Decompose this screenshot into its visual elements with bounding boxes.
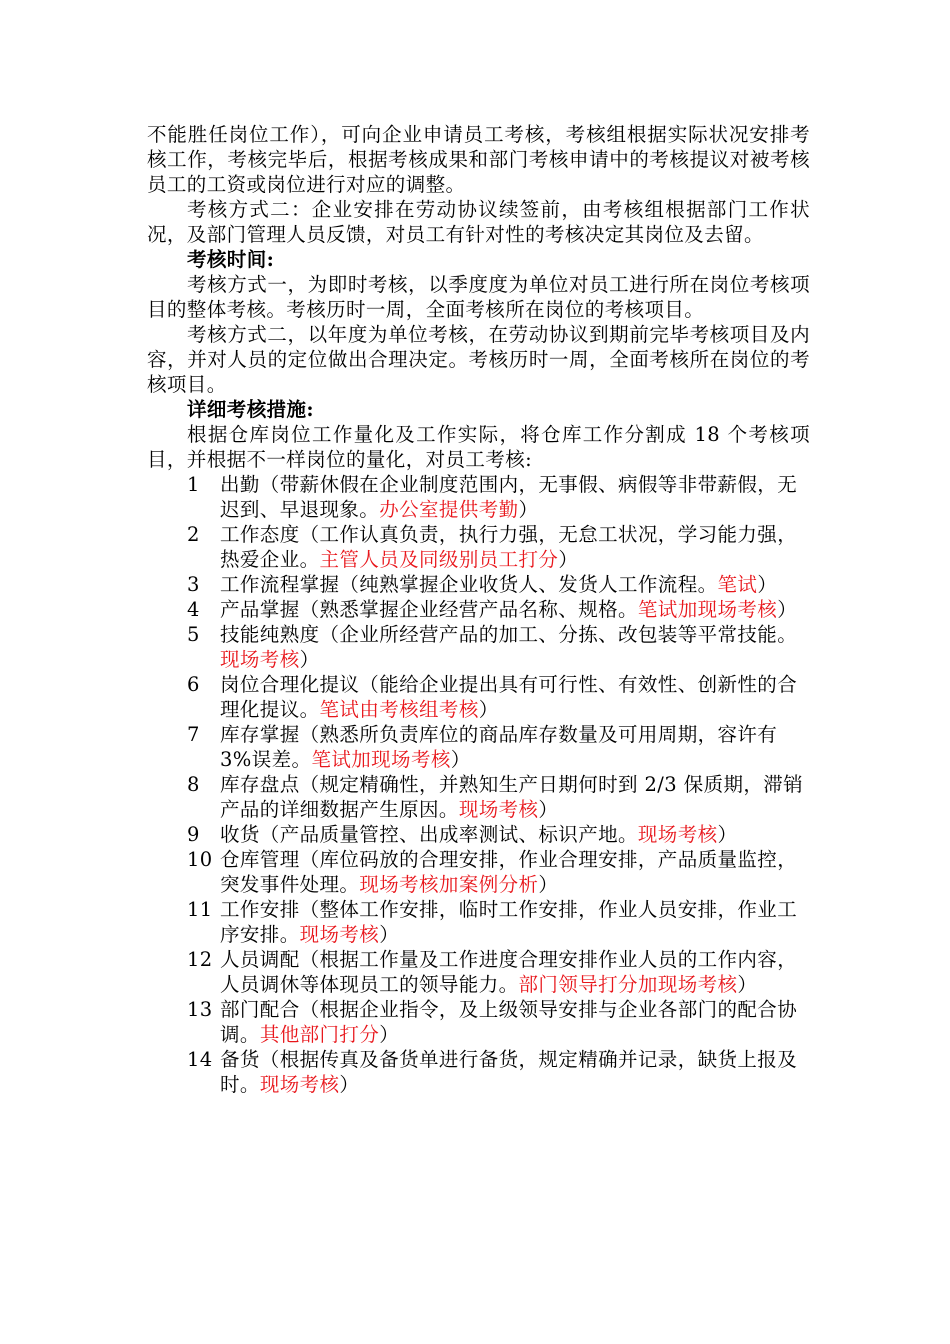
paragraph-time-method-two: 考核方式二，以年度为单位考核，在劳动协议到期前完毕考核项目及内容，并对人员的定位做出合理决定。考核历时一周，全面考核所在岗位的考核项目。 [147,323,810,396]
list-item [147,522,810,572]
item-text: 技能纯熟度（企业所经营产品的加工、分拣、改包装等平常技能。 [220,623,798,646]
list-item [147,822,810,847]
item-number: 14 [187,1048,213,1071]
item-close: ） [538,798,559,821]
item-close: ） [737,973,758,996]
item-method: 现场考核 [220,648,300,671]
item-method: 笔试 [717,573,758,596]
item-method: 笔试加现场考核 [311,748,451,771]
document-body [147,122,810,1097]
item-number: 3 [187,573,200,596]
item-number: 12 [187,948,213,971]
list-item [147,1047,810,1097]
item-number: 4 [187,598,200,621]
item-text: 收货（产品质量管控、出成率测试、标识产地。 [220,823,638,846]
list-item [147,847,810,897]
paragraph-continuation: 不能胜任岗位工作），可向企业申请员工考核，考核组根据实际状况安排考核工作，考核完毕后，根据考核成果和部门考核申请中的考核提议对被考核员工的工资或岗位进行对应的调整。 [147,123,810,196]
item-close: ） [518,498,539,521]
item-number: 6 [187,673,200,696]
item-close: ） [478,698,499,721]
list-item [147,997,810,1047]
item-method: 部门领导打分加现场考核 [518,973,738,996]
list-item [147,897,810,947]
item-close: ） [558,548,579,571]
paragraph-method-two: 考核方式二：企业安排在劳动协议续签前，由考核组根据部门工作状况，及部门管理人员反馈，对员工有针对性的考核决定其岗位及去留。 [147,198,810,246]
item-text: 岗位合理化提议（能给企业提出具有可行性、有效性、创新性的合理化提议。 [220,673,798,721]
list-item [147,622,810,672]
item-method: 笔试由考核组考核 [319,698,479,721]
item-close: ） [299,648,320,671]
item-method: 现场考核加案例分析 [359,873,539,896]
item-method: 现场考核 [299,923,380,946]
item-close: ） [339,1073,360,1096]
item-text: 备货（根据传真及备货单进行备货，规定精确并记录，缺货上报及时。 [220,1048,798,1096]
item-text: 仓库管理（库位码放的合理安排，作业合理安排，产品质量监控，突发事件处理。 [220,848,798,896]
item-number: 9 [187,823,200,846]
list-item [147,947,810,997]
item-close: ） [379,923,400,946]
item-text: 库存盘点（规定精确性，并熟知生产日期何时到 2/3 保质期，滞销产品的详细数据产生原因。 [220,773,804,821]
item-number: 1 [187,473,200,496]
item-close: ） [379,1023,400,1046]
item-number: 13 [187,998,213,1021]
item-method: 现场考核 [259,1073,340,1096]
list-item [147,672,810,722]
heading-assessment-time: 考核时间: [187,248,275,271]
item-method: 办公室提供考勤 [379,498,519,521]
item-method: 其他部门打分 [259,1023,380,1046]
item-close: ） [717,823,738,846]
item-method: 笔试加现场考核 [637,598,778,621]
list-item [147,572,810,597]
list-item [147,722,810,772]
item-close: ） [777,598,798,621]
heading-detailed-measures: 详细考核措施: [187,398,314,421]
item-text: 部门配合（根据企业指令，及上级领导安排与企业各部门的配合协调。 [220,998,798,1046]
item-number: 10 [187,848,213,871]
item-text: 工作流程掌握（纯熟掌握企业收货人、发货人工作流程。 [220,573,718,596]
item-number: 7 [187,723,200,746]
item-text: 工作态度（工作认真负责，执行力强，无怠工状况，学习能力强，热爱企业。 [220,523,798,571]
assessment-item-list [147,472,810,1097]
item-close: ） [450,748,471,771]
list-item [147,772,810,822]
list-item [147,472,810,522]
item-text: 工作安排（整体工作安排，临时工作安排，作业人员安排，作业工序安排。 [220,898,798,946]
item-close: ） [757,573,778,596]
item-number: 5 [187,623,200,646]
item-text: 库存掌握（熟悉所负责库位的商品库存数量及可用周期，容许有 3%误差。 [220,723,778,771]
item-method: 现场考核 [458,798,539,821]
item-number: 11 [187,898,213,921]
item-text: 人员调配（根据工作量及工作进度合理安排作业人员的工作内容，人员调休等体现员工的领导能力。 [220,948,798,996]
item-text: 出勤（带薪休假在企业制度范围内，无事假、病假等非带薪假，无迟到、早退现象。 [220,473,798,521]
item-text: 产品掌握（熟悉掌握企业经营产品名称、规格。 [220,598,638,621]
item-number: 8 [187,773,200,796]
item-number: 2 [187,523,200,546]
item-close: ） [538,873,559,896]
list-item [147,597,810,622]
paragraph-time-method-one: 考核方式一，为即时考核，以季度度为单位对员工进行所在岗位考核项目的整体考核。考核历时一周，全面考核所在岗位的考核项目。 [147,273,810,321]
item-method: 现场考核 [637,823,718,846]
item-method: 主管人员及同级别员工打分 [319,548,559,571]
paragraph-measures-intro: 根据仓库岗位工作量化及工作实际，将仓库工作分割成 18 个考核项目，并根据不一样岗位的量化，对员工考核: [147,423,810,471]
